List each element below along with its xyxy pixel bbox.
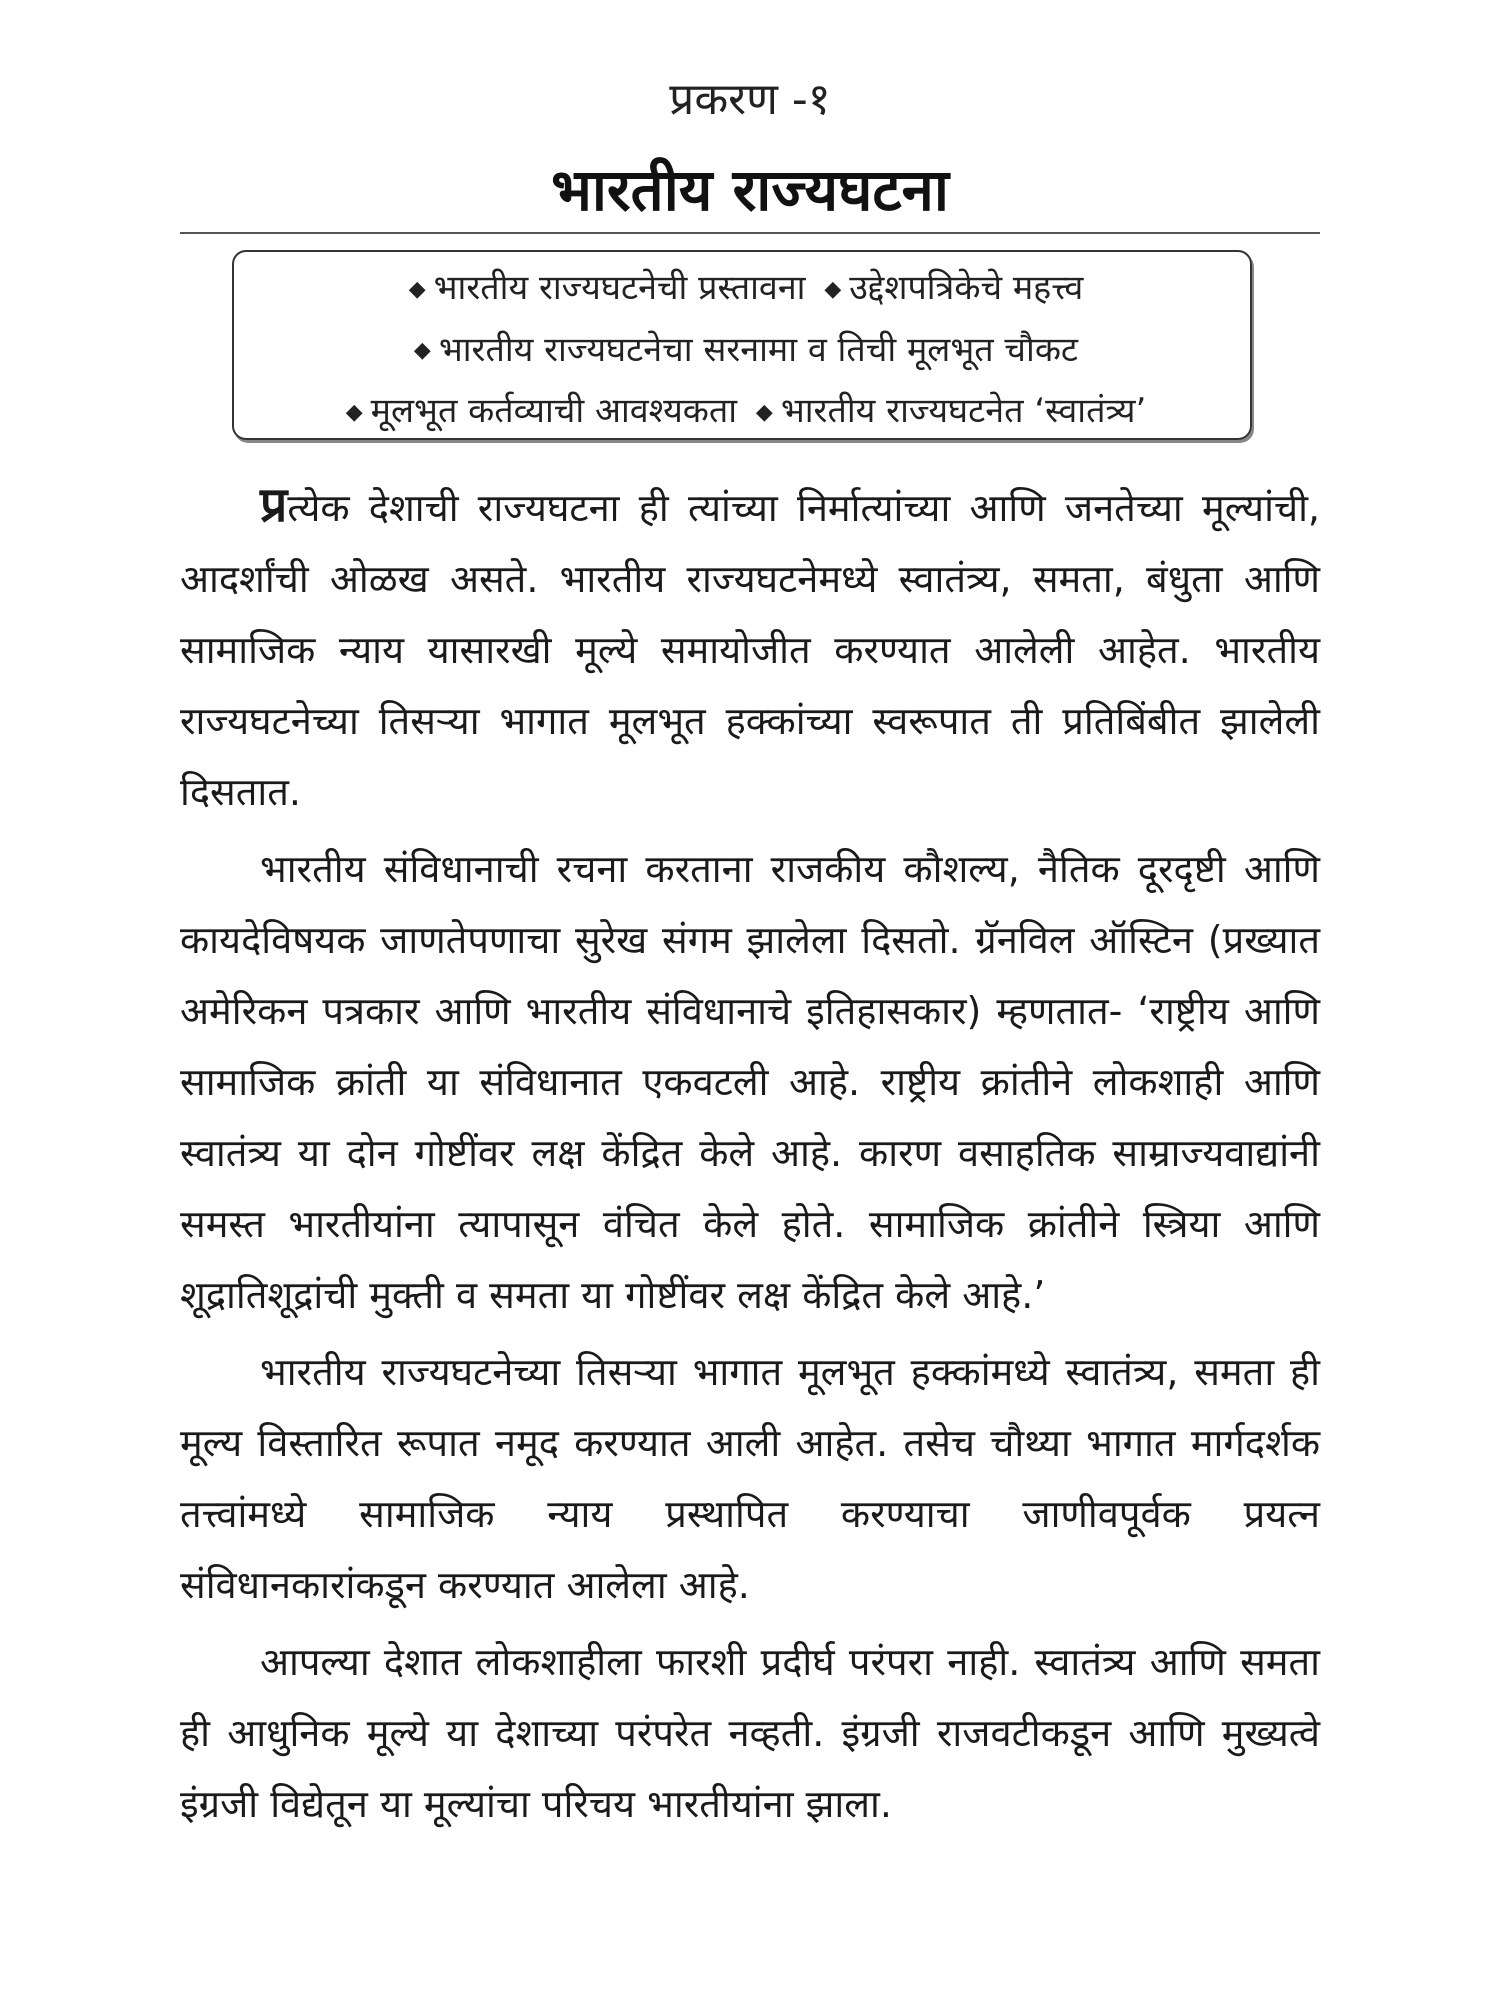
drop-cap: प्र [260,477,288,533]
diamond-bullet-icon: ◆ [413,338,431,363]
diamond-bullet-icon: ◆ [408,276,426,302]
paragraph-1 [180,470,1320,828]
topic-item: मूलभूत कर्तव्याची आवश्यकता [370,391,738,431]
body-text [180,470,1320,1840]
topic-item: भारतीय राज्यघटनेत ‘स्वातंत्र्य’ [780,391,1147,431]
paragraph-2: भारतीय संविधानाची रचना करताना राजकीय कौशल्य, नैतिक दूरदृष्टी आणि कायदेविषयक जाणतेपणाचा सुरेख संगम झालेला दिसतो. ग्रॅनविल ऑस्टिन (प्रख्यात अमेरिकन पत्रकार आणि भारतीय संविधानाचे इतिहासकार) म्हणतात- ‘राष्ट्रीय आणि सामाजिक क्रांती या संविधानात एकवटली आहे. राष्ट्रीय क्रांतीने लोकशाही आणि स्वातंत्र्य या दोन गोष्टींवर लक्ष केंद्रित केले आहे. कारण वसाहतिक साम्राज्यवाद्यांनी समस्त भारतीयांना त्यापासून वंचित केले होते. सामाजिक क्रांतीने स्त्रिया आणि शूद्रातिशूद्रांची मुक्ती व समता या गोष्टींवर लक्ष केंद्रित केले आहे.’ [180,847,1320,1317]
paragraph-4: आपल्या देशात लोकशाहीला फारशी प्रदीर्घ परंपरा नाही. स्वातंत्र्य आणि समता ही आधुनिक मूल्ये या देशाच्या परंपरेत नव्हती. इंग्रजी राजवटीकडून आणि मुख्यत्वे इंग्रजी विद्येतून या मूल्यांचा परिचय भारतीयांना झाला. [180,1640,1320,1826]
topic-item: उद्देशपत्रिकेचे महत्त्व [849,268,1084,308]
topic-line-1 [244,258,1240,320]
title-divider [180,232,1320,234]
diamond-bullet-icon: ◆ [824,276,842,302]
chapter-label: प्रकरण -१ [669,74,831,125]
chapter-title: भारतीय राज्यघटना [551,156,949,224]
diamond-bullet-icon: ◆ [755,399,773,425]
paragraph-1-text: त्येक देशाची राज्यघटना ही त्यांच्या निर्मात्यांच्या आणि जनतेच्या मूल्यांची, आदर्शांची ओळख असते. भारतीय राज्यघटनेमध्ये स्वातंत्र्य, समता, बंधुता आणि सामाजिक न्याय यासारखी मूल्ये समायोजीत करण्यात आलेली आहेत. भारतीय राज्यघटनेच्या तिसऱ्या भागात मूलभूत हक्कांच्या स्वरूपात ती प्रतिबिंबीत झालेली दिसतात. [180,486,1320,814]
paragraph-3: भारतीय राज्यघटनेच्या तिसऱ्या भागात मूलभूत हक्कांमध्ये स्वातंत्र्य, समता ही मूल्य विस्तारित रूपात नमूद करण्यात आली आहेत. तसेच चौथ्या भागात मार्गदर्शक तत्त्वांमध्ये सामाजिक न्याय प्रस्थापित करण्याचा जाणीवपूर्वक प्रयत्न संविधानकारांकडून करण्यात आलेला आहे. [180,1350,1320,1607]
topic-line-2 [244,320,1240,382]
topic-line-3 [244,381,1240,443]
topics-box [232,250,1252,440]
diamond-bullet-icon: ◆ [345,399,363,425]
topic-item: भारतीय राज्यघटनेची प्रस्तावना [433,268,806,308]
topic-item: भारतीय राज्यघटनेचा सरनामा व तिची मूलभूत चौकट [438,329,1079,370]
